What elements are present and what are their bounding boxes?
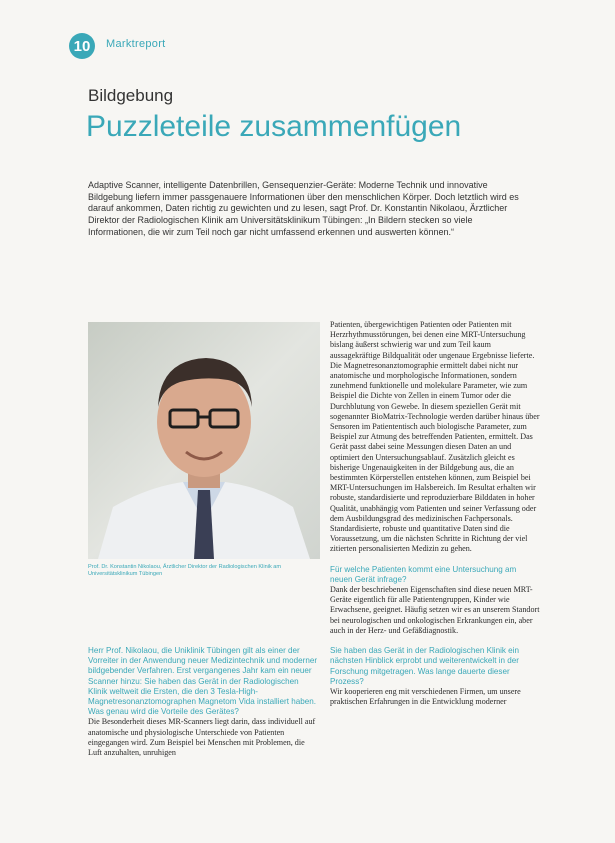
- interview-question-3: Sie haben das Gerät in der Radiologischen Klinik ein nächsten Hinblick erprobt und weiterentwickelt in der Forschung mitgetragen. Was lange dauerte dieser Prozess?: [330, 646, 519, 686]
- right-column: [330, 320, 540, 707]
- paragraph-gap: [330, 555, 540, 565]
- interview-question-2: Für welche Patienten kommt eine Untersuchung am neuen Gerät infrage?: [330, 564, 517, 584]
- article-intro: [88, 180, 528, 239]
- page-number-badge: [69, 33, 95, 59]
- interview-answer-2: Dank der beschriebenen Eigenschaften sind diese neuen MRT-Geräte eigentlich für alle Patientengruppen, Kinder wie Erwachsene, geeignet. Häufig setzen wir es an unserem Standort bei neurologischen und onkologischen Erkrankungen ein, aber auch in der Herz- und Gefäßdiagnostik.: [330, 585, 540, 635]
- section-label: Marktreport: [106, 38, 166, 50]
- interview-question: Herr Prof. Nikolaou, die Uniklinik Tübingen gilt als einer der Vorreiter in der Anwendung neuer Medizintechnik und moderner bildgebender Verfahren. Erst vergangenes Jahr kam ein neuer Scanner hinzu: Sie haben das Gerät in der Radiologischen Klinik weltweit die Ersten, die den 3 Tesla-High-Magnetresonanztomographen Magnetom Vida installiert haben. Was genau wird die Vorteile des Gerätes?: [88, 646, 318, 717]
- intro-paragraph: Adaptive Scanner, intelligente Datenbrillen, Gensequenzier-Geräte: Moderne Technik und innovative Bildgebung liefern immer passgenauere Informationen über den menschlichen Körper. Doch letztlich wird es darauf ankommen, Daten richtig zu gewichten und zu lesen, sagt Prof. Dr. Konstantin Nikolaou, Ärztlicher Direktor der Radiologischen Klinik am Universitätsklinikum Tübingen: „In Bildern stecken so viele Informationen, die wir zum Teil noch gar nicht umfassend erkennen und auswerten können.“: [88, 180, 519, 237]
- photo-caption: Prof. Dr. Konstantin Nikolaou, Ärztlicher Direktor der Radiologischen Klinik am Universitätsklinikum Tübingen: [88, 564, 282, 578]
- left-column: [88, 646, 320, 758]
- portrait-illustration: [88, 322, 320, 559]
- page-number: 10: [73, 37, 91, 55]
- interview-answer: Die Besonderheit dieses MR-Scanners liegt darin, dass individuell auf anatomische und physiologische Unterschiede von Patienten eingegangen wird. Zum Beispiel bei Menschen mit Problemen, die Luft anzuhalten, unruhigen: [88, 717, 316, 758]
- paragraph-gap: [330, 636, 540, 646]
- portrait-photo: [88, 322, 320, 559]
- interview-answer-3: Wir kooperieren eng mit verschiedenen Firmen, um unsere praktischen Erfahrungen in die Entwicklung moderner: [330, 686, 521, 707]
- article-title: Puzzleteile zusammenfügen: [86, 110, 462, 143]
- article-kicker: Bildgebung: [88, 86, 174, 105]
- interview-answer-continued: Patienten, übergewichtigen Patienten oder Patienten mit Herzrhythmusstörungen, bei denen eine MRT-Untersuchung bislang äußerst schwierig war und zum Teil kaum aussagekräftige Bildqualität oder ungenaue Ergebnisse lieferte. Die Magnetresonanztomographie ermittelt dabei nicht nur anatomische und morphologische Informationen, sondern zunehmend funktionelle und molekulare Parameter, wie zum Beispiel die Dichte von Zellen in einem Tumor oder die Durchblutung von Gewebe. In diesem speziellen Gerät mit sogenannter BioMatrix-Technologie werden darüber hinaus über Sensoren im Patiententisch auch biologische Parameter, zum Beispiel zur Atmung des betreffenden Patienten, ermittelt. Das Gerät passt dabei seine Messungen diesen Daten an und optimiert den Untersuchungsablauf. Zusätzlich gleicht es bisherige Ungenauigkeiten in der Bildgebung aus, die an bestimmten Körperstellen entstehen können, zum Beispiel bei MRT-Untersuchungen im Halsbereich. Im Resultat erhalten wir robuste, standardisierte und reproduzierbare Bilddaten in hoher Qualität, unabhängig vom Patienten und seiner Verfassung oder dem Ausbildungsgrad des medizinischen Fachpersonals. Standardisierte, robuste und quantitative Daten sind die Voraussetzung, um die nächsten Schritte in Richtung der viel zitierten personalisierten Medizin zu gehen.: [330, 320, 540, 554]
